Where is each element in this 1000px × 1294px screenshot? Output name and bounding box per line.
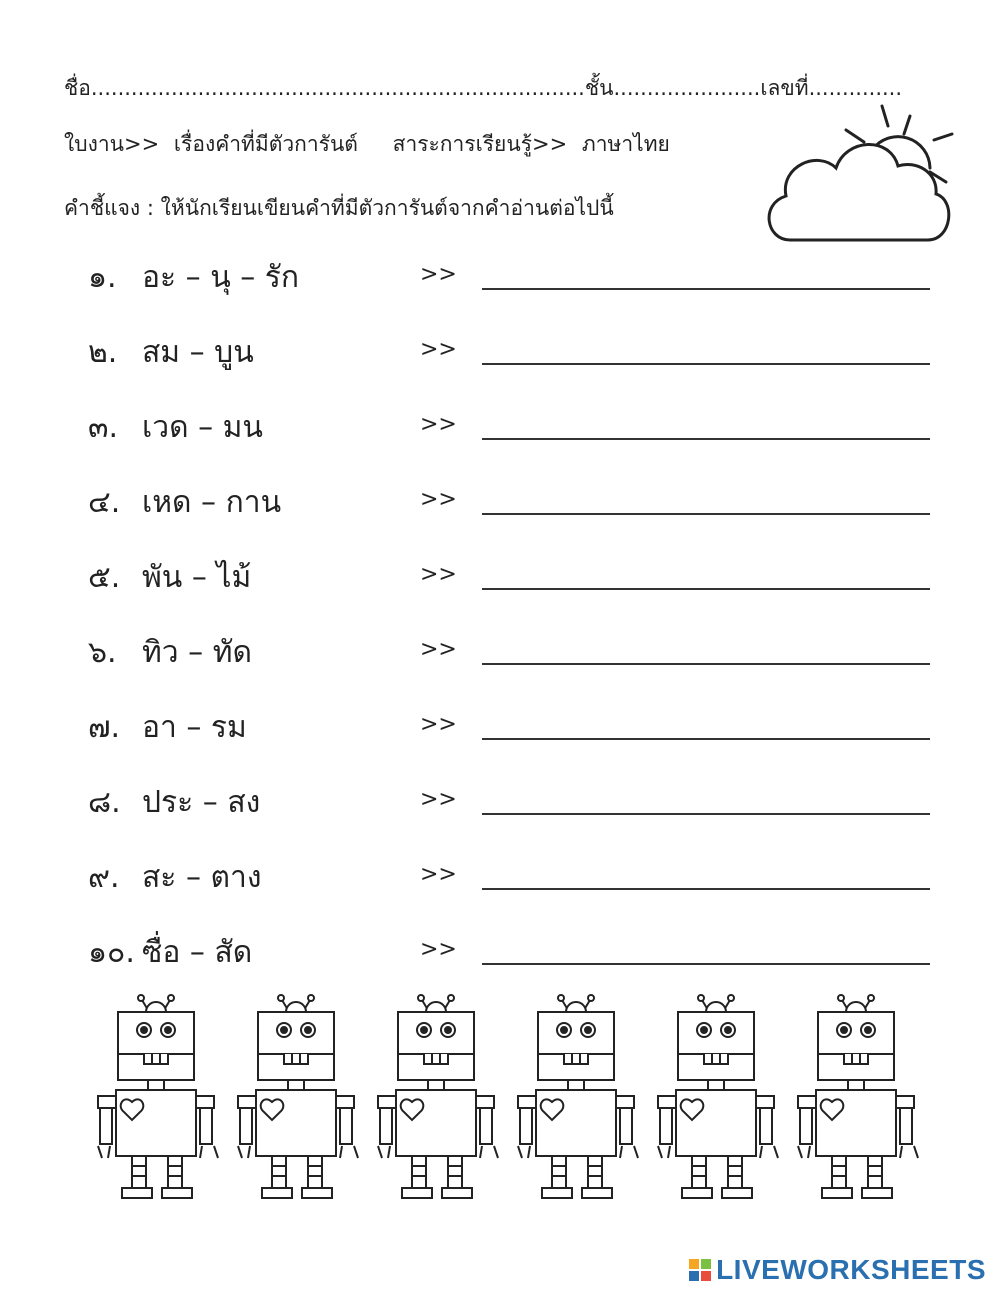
arrow-marker: >> [420, 862, 457, 887]
item-number: ๑๐. [88, 935, 135, 970]
liveworksheets-logo-icon [688, 1258, 712, 1282]
item-reading: สะ – ตาง [142, 860, 262, 895]
item-reading: ซื่อ – สัด [142, 935, 253, 970]
arrow-marker: >> [420, 562, 457, 587]
worksheet-label: ใบงาน>> [64, 132, 160, 156]
subject-label: สาระการเรียนรู้>> [392, 132, 568, 156]
answer-input[interactable] [482, 402, 930, 440]
exercise-item [88, 479, 281, 526]
answer-input[interactable] [482, 327, 930, 365]
item-number: ๖. [88, 635, 117, 670]
item-number: ๒. [88, 335, 118, 370]
item-reading: สม – บูน [142, 335, 254, 370]
worksheet-info-line [64, 128, 670, 161]
item-number: ๗. [88, 710, 121, 745]
cloud-sun-icon [760, 100, 960, 250]
answer-input[interactable] [482, 702, 930, 740]
item-number: ๑. [88, 260, 117, 295]
exercise-item [88, 704, 247, 751]
answer-input[interactable] [482, 252, 930, 290]
answer-input[interactable] [482, 777, 930, 815]
robot-icon [798, 995, 918, 1198]
footer-brand [688, 1254, 986, 1286]
answer-input[interactable] [482, 552, 930, 590]
arrow-marker: >> [420, 412, 457, 437]
answer-input[interactable] [482, 852, 930, 890]
answer-input[interactable] [482, 627, 930, 665]
robot-icon [658, 995, 778, 1198]
subject-name: ภาษาไทย [581, 132, 670, 156]
item-number: ๙. [88, 860, 120, 895]
exercise-item [88, 254, 299, 301]
arrow-marker: >> [420, 337, 457, 362]
number-label: เลขที่ [760, 76, 809, 100]
answer-input[interactable] [482, 927, 930, 965]
exercise-item [88, 404, 263, 451]
item-reading: เวด – มน [142, 410, 263, 445]
robot-icon [98, 995, 218, 1198]
robot-icon [238, 995, 358, 1198]
exercise-item [88, 779, 260, 826]
item-reading: พัน – ไม้ [142, 560, 252, 595]
robots-decoration [80, 990, 930, 1205]
name-field[interactable]: .......................................................................... [90, 76, 585, 100]
arrow-marker: >> [420, 712, 457, 737]
item-reading: อะ – นุ – รัก [142, 260, 300, 295]
item-reading: ทิว – ทัด [142, 635, 252, 670]
item-reading: อา – รม [142, 710, 247, 745]
arrow-marker: >> [420, 262, 457, 287]
brand-text: LIVEWORKSHEETS [716, 1254, 986, 1285]
item-number: ๔. [88, 485, 121, 520]
class-field[interactable]: ...................... [613, 76, 761, 100]
instruction: คำชี้แจง : ให้นักเรียนเขียนคำที่มีตัวการันต์จากคำอ่านต่อไปนี้ [64, 196, 614, 220]
answer-input[interactable] [482, 477, 930, 515]
exercise-item [88, 854, 261, 901]
exercise-item [88, 554, 251, 601]
worksheet-topic: เรื่องคำที่มีตัวการันต์ [173, 132, 358, 156]
number-field[interactable]: .............. [808, 76, 903, 100]
robot-icon [518, 995, 638, 1198]
class-label: ชั้น [584, 76, 614, 100]
exercise-item [88, 929, 252, 976]
exercise-item [88, 329, 254, 376]
arrow-marker: >> [420, 637, 457, 662]
item-number: ๕. [88, 560, 121, 595]
name-label: ชื่อ [64, 76, 91, 100]
item-number: ๘. [88, 785, 121, 820]
exercise-item [88, 629, 252, 676]
item-number: ๓. [88, 410, 119, 445]
robot-icon [378, 995, 498, 1198]
arrow-marker: >> [420, 937, 457, 962]
item-reading: เหด – กาน [142, 485, 282, 520]
item-reading: ประ – สง [142, 785, 261, 820]
arrow-marker: >> [420, 487, 457, 512]
arrow-marker: >> [420, 787, 457, 812]
